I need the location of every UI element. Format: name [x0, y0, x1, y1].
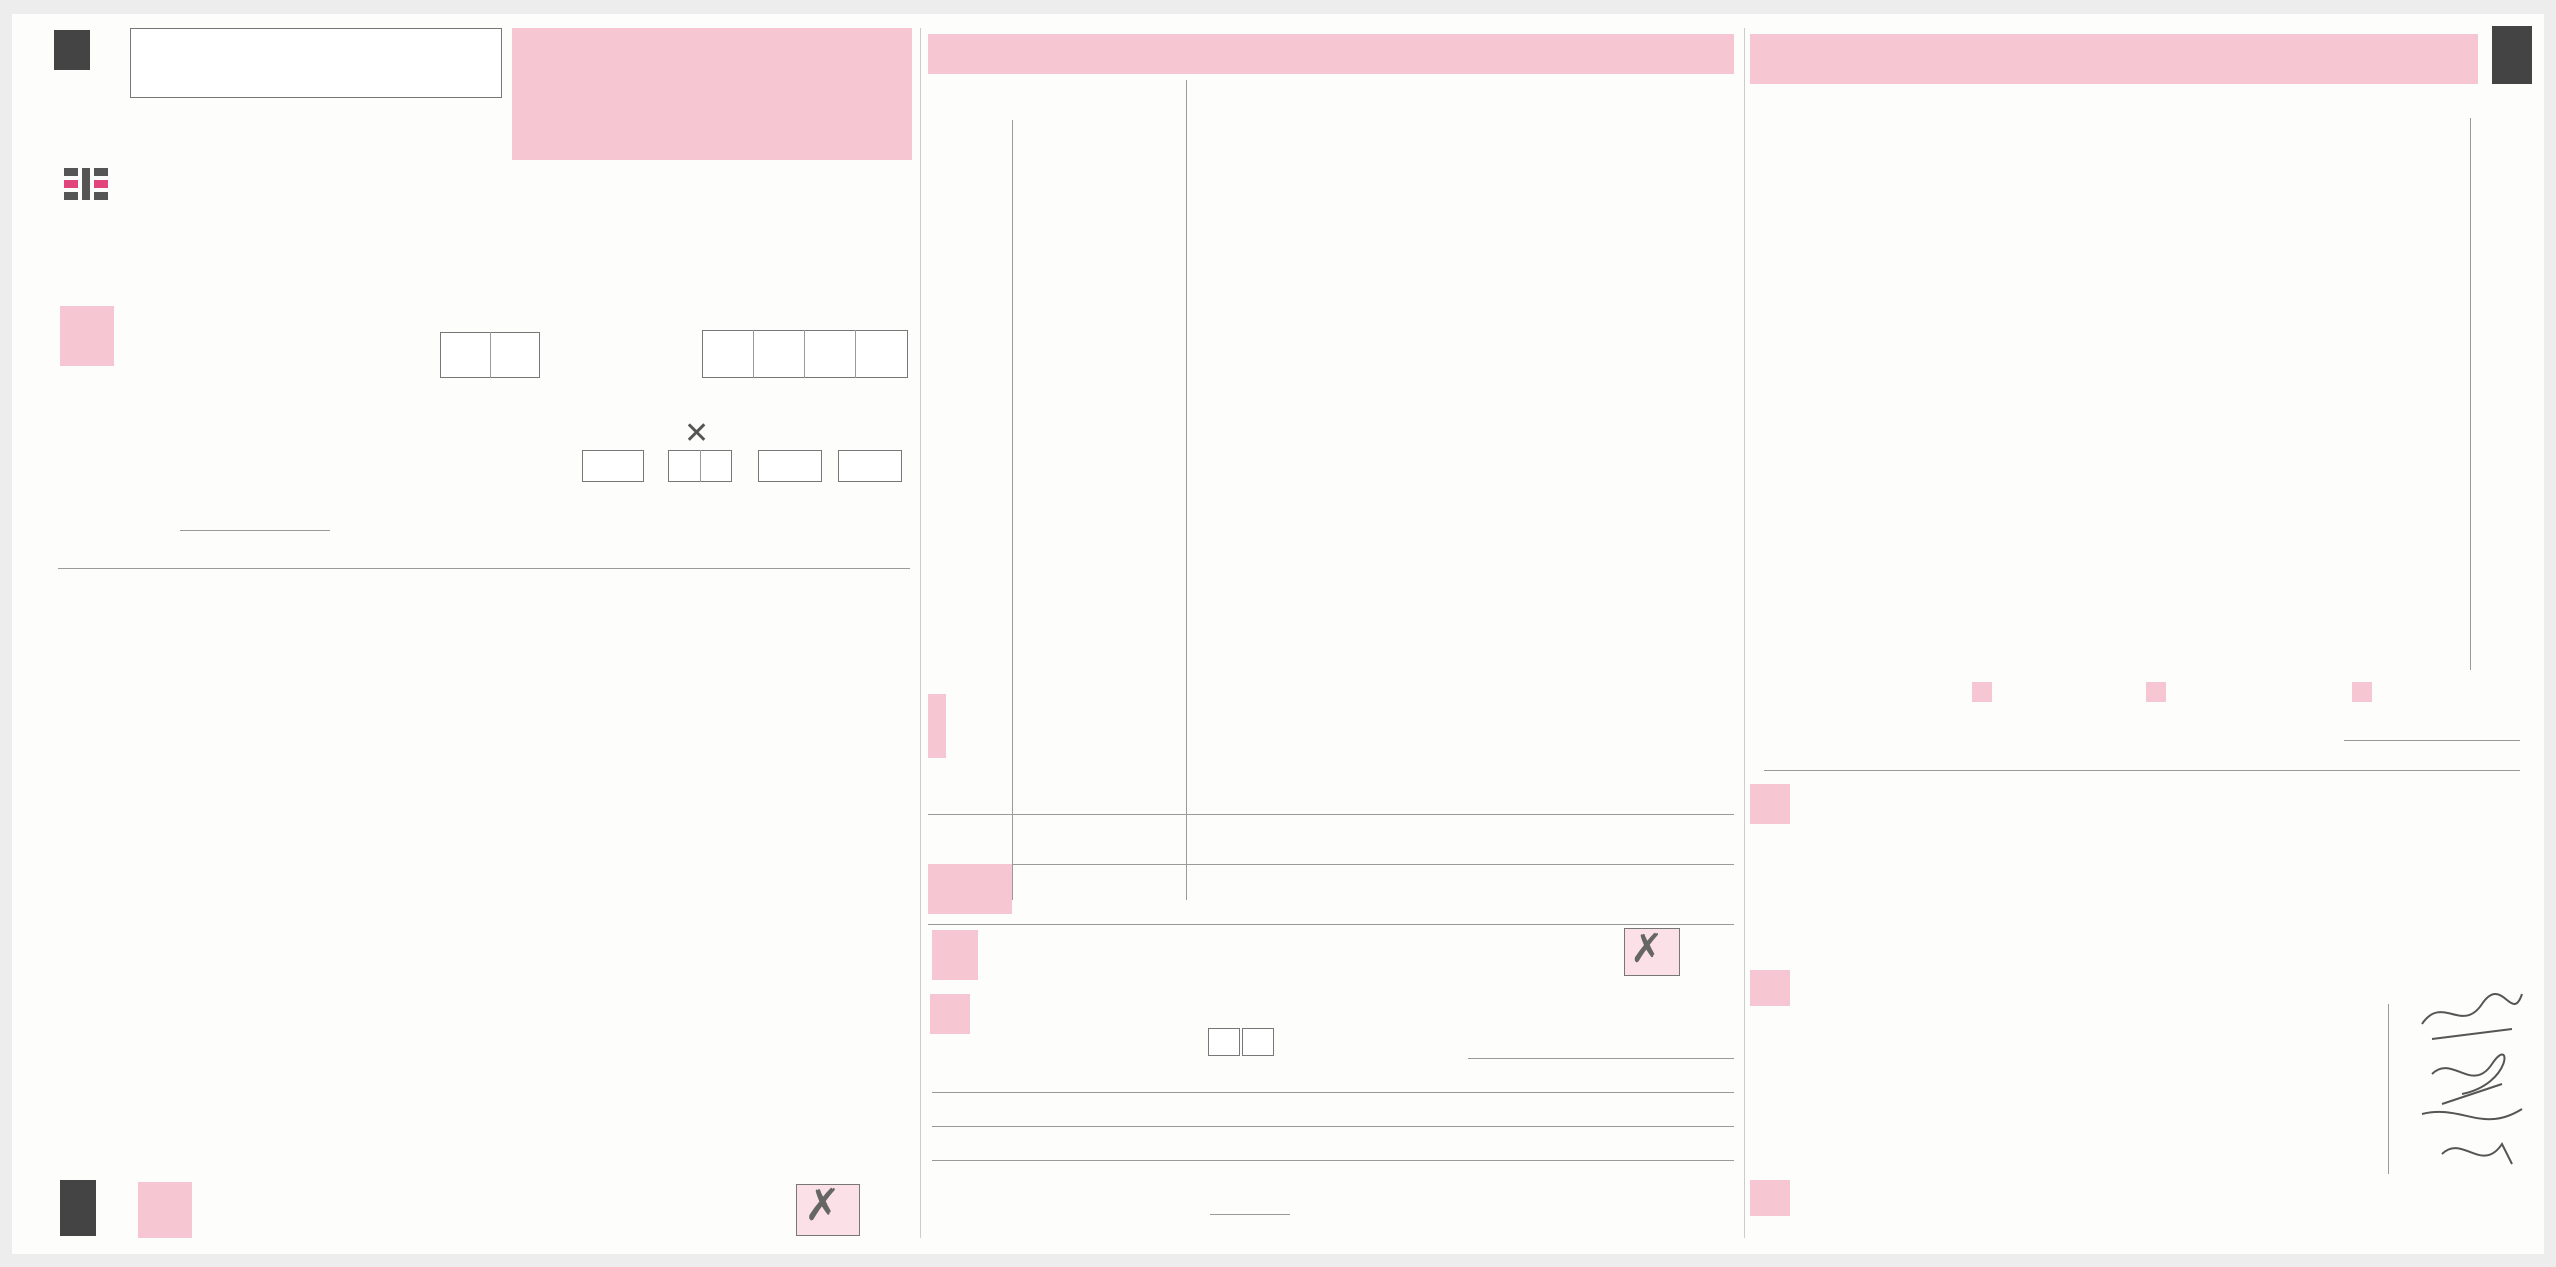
section-10-si-box[interactable]	[1208, 1028, 1240, 1056]
legend-3-num	[2352, 682, 2372, 702]
acta-sheet	[12, 14, 2544, 1254]
section-7-corner	[60, 1180, 96, 1236]
tipo-extra-cont-box[interactable]	[838, 450, 902, 482]
folio-box	[130, 28, 502, 98]
section-7-x-mark: ✗	[804, 1181, 841, 1230]
tipo-basica-box[interactable]	[582, 450, 644, 482]
contigua-x-mark: ✕	[684, 417, 710, 450]
section-14-num	[1750, 1180, 1790, 1216]
section-12-num	[1750, 784, 1790, 824]
section-9-x-mark: ✗	[1630, 927, 1664, 971]
section-10-no-box[interactable]	[1242, 1028, 1274, 1056]
section-11-header	[1750, 34, 2478, 84]
section-1-num	[60, 306, 114, 366]
signature-scribbles	[2402, 984, 2542, 1184]
tipo-extra-box[interactable]	[758, 450, 822, 482]
section-8-header	[928, 34, 1734, 74]
legend-1-num	[1972, 682, 1992, 702]
section-10-num	[930, 994, 970, 1034]
right-corner-mark	[2492, 26, 2532, 84]
section-9-num	[932, 930, 978, 980]
section-7-num	[138, 1182, 192, 1238]
legend-2-num	[2146, 682, 2166, 702]
acta-title-box	[512, 28, 912, 160]
coalicion-side	[928, 694, 946, 758]
section-13-num	[1750, 970, 1790, 1006]
seccion-box	[702, 330, 908, 378]
total-label	[928, 864, 1012, 914]
iee-logo-icon	[60, 164, 118, 234]
corner-mark	[54, 30, 90, 70]
